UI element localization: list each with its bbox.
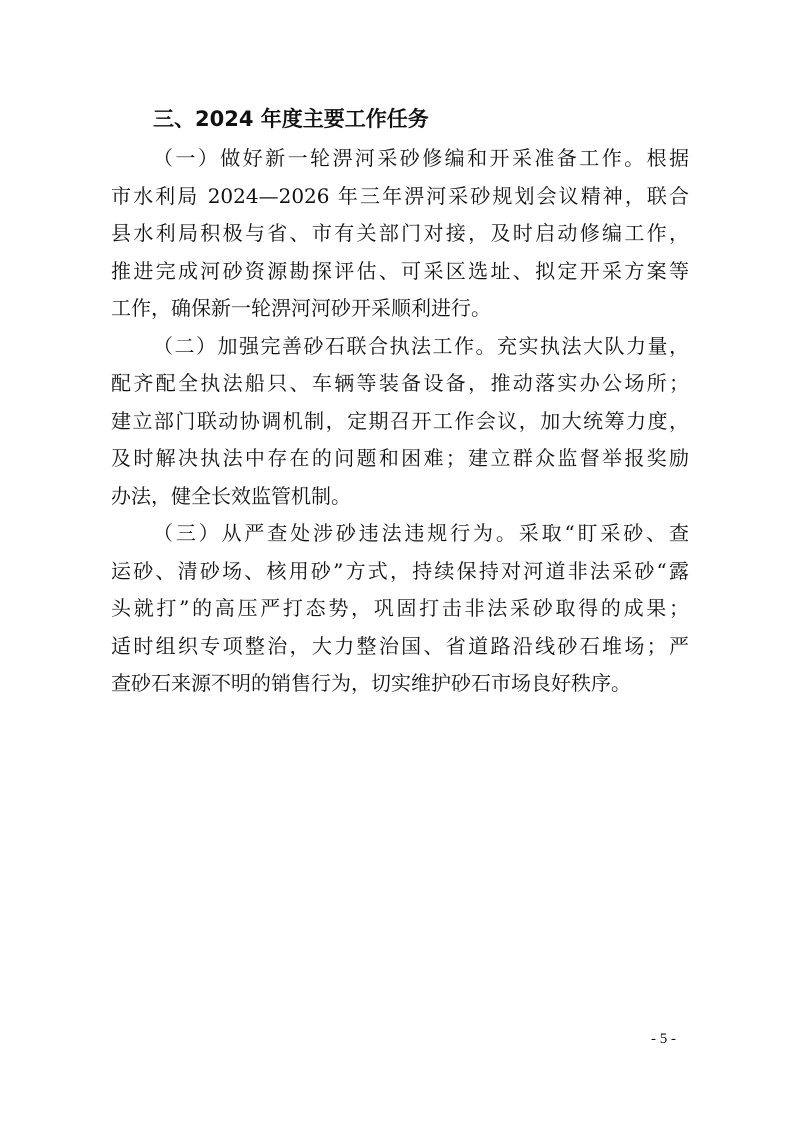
page-number: - 5 - bbox=[651, 1031, 676, 1047]
paragraph-2-line-5: 办法，健全长效监管机制。 bbox=[111, 483, 351, 508]
paragraph-1-line-2: 市水利局 2024—2026 年三年淠河采砂规划会议精神，联合 bbox=[111, 183, 689, 208]
paragraph-1-line-4: 推进完成河砂资源勘探评估、可采区选址、拟定开采方案等 bbox=[111, 258, 689, 283]
paragraph-3-line-5: 查砂石来源不明的销售行为，切实维护砂石市场良好秩序。 bbox=[111, 671, 631, 695]
paragraph-2-line-2: 配齐配全执法船只、车辆等装备设备，推动落实办公场所； bbox=[111, 371, 689, 395]
paragraph-2-line-1: （二）加强完善砂石联合执法工作。充实执法大队力量， bbox=[153, 333, 689, 358]
paragraph-1-line-5: 工作，确保新一轮淠河河砂开采顺利进行。 bbox=[111, 296, 491, 320]
paragraph-2-line-3: 建立部门联动协调机制，定期召开工作会议，加大统筹力度， bbox=[111, 408, 689, 433]
document-content bbox=[111, 98, 689, 703]
task-paragraph-2 bbox=[111, 328, 689, 516]
paragraph-3-line-4: 适时组织专项整治，大力整治国、省道路沿线砂石堆场；严 bbox=[111, 633, 689, 658]
task-paragraph-3 bbox=[111, 515, 689, 703]
paragraph-3-line-1: （三）从严查处涉砂违法违规行为。采取“盯采砂、查 bbox=[153, 521, 689, 545]
section-heading: 三、2024 年度主要工作任务 bbox=[153, 107, 429, 131]
paragraph-3-line-3: 头就打”的高压严打态势，巩固打击非法采砂取得的成果； bbox=[111, 596, 689, 620]
paragraph-1-line-1: （一）做好新一轮淠河采砂修编和开采准备工作。根据 bbox=[153, 146, 689, 170]
paragraph-2-line-4: 及时解决执法中存在的问题和困难；建立群众监督举报奖励 bbox=[111, 446, 689, 470]
paragraph-3-line-2: 运砂、清砂场、核用砂”方式，持续保持对河道非法采砂“露 bbox=[111, 558, 689, 583]
paragraph-1-line-3: 县水利局积极与省、市有关部门对接，及时启动修编工作， bbox=[111, 221, 689, 245]
task-paragraph-1 bbox=[111, 140, 689, 328]
